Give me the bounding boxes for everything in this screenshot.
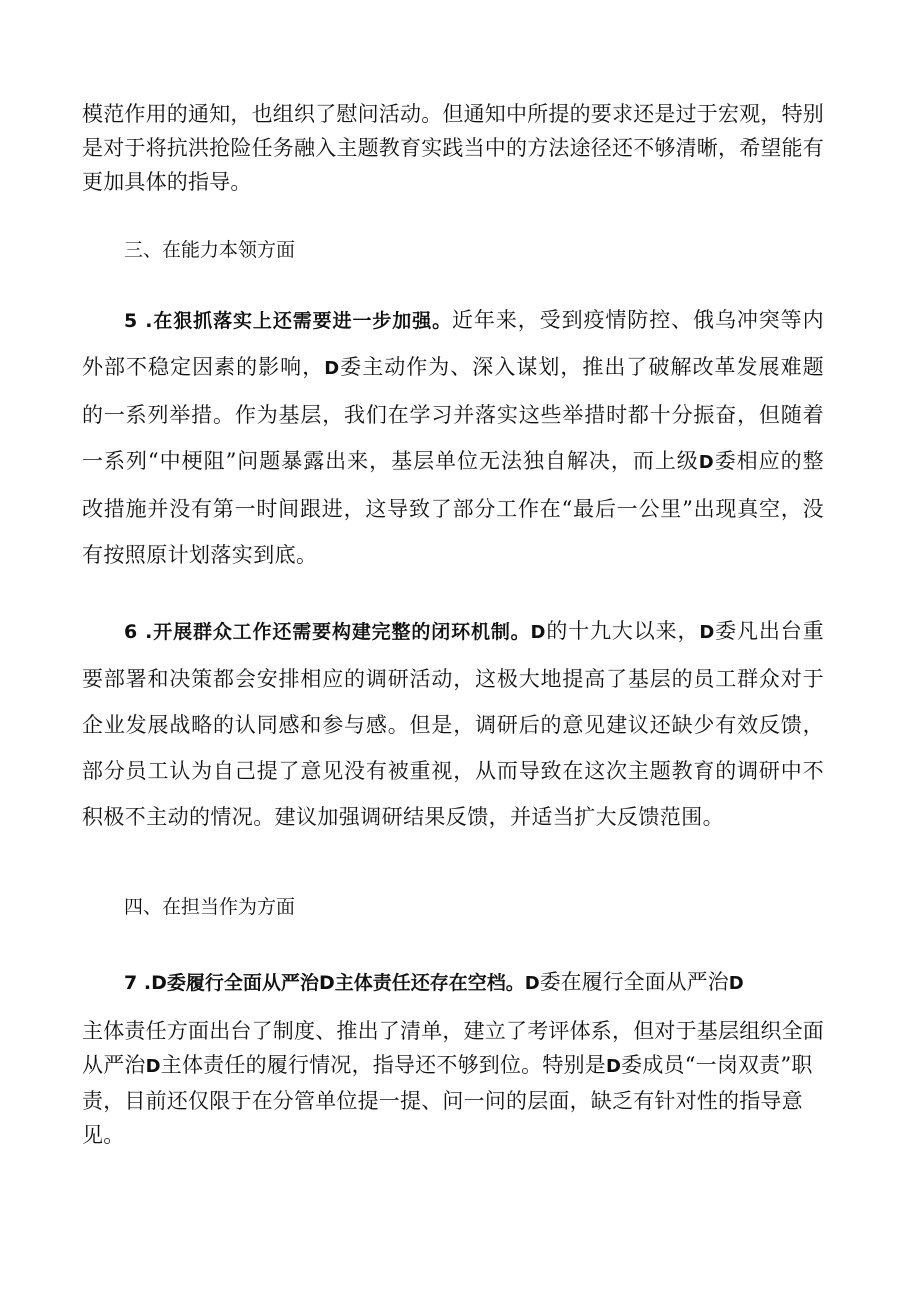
item-7-lead-line: [82, 962, 824, 1004]
item-5-paragraph: [82, 297, 824, 578]
item-6-title: .开展群众工作还需要构建完整的闭环机制。: [145, 621, 531, 643]
intro-text: 模范作用的通知，也组织了慰问活动。但通知中所提的要求还是过于宏观，特别是对于将抗洪抢险任务融入主题教育实践当中的方法途径还不够清晰，希望能有更加具体的指导。: [82, 102, 824, 194]
item-5-text-3: 委相应的整改措施并没有第一时间跟进，这导致了部分工作在“最后一公里”出现真空，没有按照原计划落实到底。: [82, 449, 825, 567]
section-heading-responsibility: 四、在担当作为方面: [124, 896, 296, 918]
item-6-d-2: D: [699, 622, 715, 643]
intro-paragraph: [82, 97, 824, 199]
item-6-text-2: 委凡出台重要部署和决策都会安排相应的调研活动，这极大地提高了基层的员工群众对于企业发展战略的认同感和参与感。但是，调研后的意见建议还缺少有效反馈，部分员工认为自己提了意见没有被重视，从而导致在这次主题教育的调研中不积极不主动的情况。建议加强调研结果反馈，并适当扩大反馈范围。: [82, 619, 824, 829]
item-5-d-2: D: [698, 452, 715, 473]
item-7-title-text-1: 委履行全面从严治: [166, 972, 319, 994]
section-heading-ability: 三、在能力本领方面: [124, 239, 296, 261]
item-7-d-2: D: [728, 973, 744, 994]
item-7-d-4: D: [605, 1056, 622, 1077]
item-5-text-2: 委主动作为、深入谋划，推出了破解改革发展难题的一系列举措。作为基层，我们在学习并落实这些举措时都十分振奋，但随着一系列“中梗阻”问题暴露出来，基层单位无法独自解决，而上级: [82, 355, 824, 473]
item-7-text-4: 委成员“一岗双责”职责，目前还仅限于在分管单位提一提、问一问的层面，缺乏有针对性的指导意见。: [82, 1053, 813, 1147]
item-5-text-1: 近年来，受到疫情防控、俄乌冲突等内外部不稳定因素的影响，: [82, 308, 824, 379]
item-6-d-1: D: [530, 622, 546, 643]
item-5-d-1: D: [324, 358, 340, 379]
item-7-d-1: D: [524, 973, 540, 994]
item-7-text-1: 委在履行全面从严治: [539, 970, 729, 994]
item-5-title: .在狠抓落实上还需要进一步加强。: [145, 310, 453, 332]
item-6-paragraph: [82, 608, 824, 840]
item-7-body-paragraph: [82, 1014, 824, 1152]
item-6-number: 6: [124, 621, 138, 643]
item-5-number: 5: [124, 310, 138, 332]
item-6-text-1: 的十九大以来，: [545, 619, 700, 643]
item-7-title-text-2: 主体责任还存在空档。: [334, 972, 525, 994]
item-7-title-d-2: D: [318, 972, 335, 994]
item-7-d-3: D: [145, 1056, 161, 1077]
item-7-text-2: 主体责任方面出台了制度、推出了清单，建立了考评体系，但对于基层组织全面从严治: [82, 1019, 824, 1077]
item-7-number: 7: [124, 972, 138, 994]
item-7-title-d-1: .D: [143, 972, 167, 994]
item-7-text-3: 主体责任的履行情况，指导还不够到位。特别是: [160, 1053, 606, 1077]
